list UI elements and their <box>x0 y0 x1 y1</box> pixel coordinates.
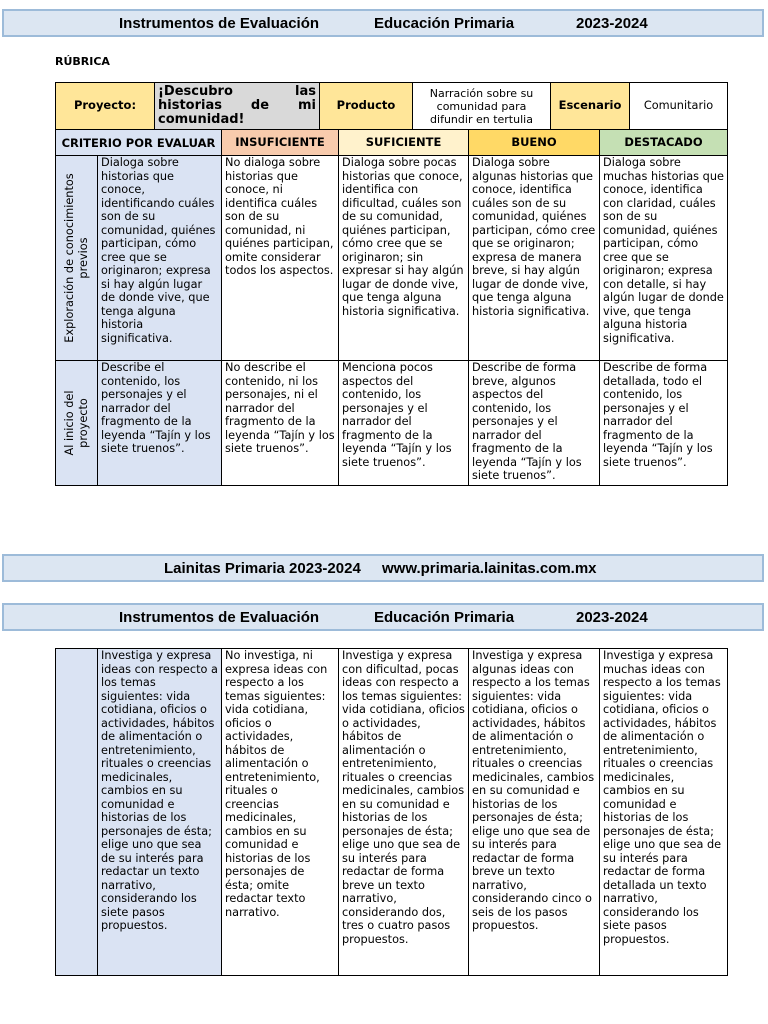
escenario-value: Comunitario <box>630 83 728 130</box>
phase-text: Exploración de conocimientos previos <box>62 173 90 343</box>
table-row <box>56 361 728 486</box>
rubric-table-page2 <box>55 648 728 976</box>
bueno-cell: Describe de forma breve, algunos aspectos del contenido, los personajes y el narrador del fragmento de la leyenda “Tajín y los siete truenos”. <box>469 361 600 486</box>
phase-label <box>56 156 98 361</box>
destacado-cell: Investiga y expresa muchas ideas con respecto a los temas siguientes: vida cotidiana, oficios o actividades, hábitos de alimentación o entretenimiento, rituales o creencias medicinales, cambios en su comunidad e historias de los personajes de ésta; elige uno que sea de su interés para redactar de forma detallada un texto narrativo, considerando los siete pasos propuestos. <box>600 649 728 976</box>
footer-banner <box>2 554 764 582</box>
criterio-cell: Dialoga sobre historias que conoce, identificando cuáles son de su comunidad, quiénes participan, cómo cree que se originaron; expresa si hay algún lugar de donde vive, que tenga alguna historia significativa. <box>98 156 222 361</box>
header-insuficiente: INSUFICIENTE <box>222 130 339 156</box>
header-level: Educación Primaria <box>374 609 515 626</box>
proyecto-value: ¡Descubro las historias de mi comunidad! <box>155 83 320 130</box>
proyecto-label: Proyecto: <box>56 83 155 130</box>
header-year: 2023-2024 <box>576 609 648 626</box>
insuficiente-cell: No describe el contenido, ni los personajes, ni el narrador del fragmento de la leyenda “Tajín y los siete truenos”. <box>222 361 339 486</box>
header-level: Educación Primaria <box>374 15 515 32</box>
header-title: Instrumentos de Evaluación <box>119 609 320 626</box>
header-banner-page2 <box>2 603 764 631</box>
rubric-table <box>55 129 728 486</box>
destacado-cell: Describe de forma detallada, todo el contenido, los personajes y el narrador del fragmento de la leyenda “Tajín y los siete truenos”. <box>600 361 728 486</box>
table-row <box>56 156 728 361</box>
header-suficiente: SUFICIENTE <box>339 130 469 156</box>
project-table <box>55 82 728 130</box>
phase-label <box>56 361 98 486</box>
phase-text: Al inicio del proyecto <box>62 390 90 456</box>
suficiente-cell: Menciona pocos aspectos del contenido, los personajes y el narrador del fragmento de la leyenda “Tajín y los siete truenos”. <box>339 361 469 486</box>
insuficiente-cell: No investiga, ni expresa ideas con respecto a los temas siguientes: vida cotidiana, oficios o actividades, hábitos de alimentación o entretenimiento, rituales o creencias medicinales, cambios en su comunidad e historias de los personajes de ésta; omite redactar texto narrativo. <box>222 649 339 976</box>
bueno-cell: Investiga y expresa algunas ideas con respecto a los temas siguientes: vida cotidiana, oficios o actividades, hábitos de alimentación o entretenimiento, rituales o creencias medicinales, cambios en su comunidad e historias de los personajes de ésta; elige uno que sea de su interés para redactar de forma breve un texto narrativo, considerando cinco o seis de los pasos propuestos. <box>469 649 600 976</box>
header-year: 2023-2024 <box>576 15 648 32</box>
table-row <box>56 649 728 976</box>
header-title: Instrumentos de Evaluación <box>119 15 320 32</box>
producto-label: Producto <box>320 83 413 130</box>
header-banner <box>2 9 764 37</box>
header-criterio: CRITERIO POR EVALUAR <box>56 130 222 156</box>
criterio-cell: Describe el contenido, los personajes y el narrador del fragmento de la leyenda “Tajín y los siete truenos”. <box>98 361 222 486</box>
header-destacado: DESTACADO <box>600 130 728 156</box>
phase-label <box>56 649 98 976</box>
suficiente-cell: Dialoga sobre pocas historias que conoce, identifica con dificultad, cuáles son de su comunidad, quiénes participan, cómo cree que se originaron; sin expresar si hay algún lugar de donde vive, que tenga alguna historia significativa. <box>339 156 469 361</box>
footer-url: www.primaria.lainitas.com.mx <box>382 560 597 577</box>
criterio-cell: Investiga y expresa ideas con respecto a los temas siguientes: vida cotidiana, oficios o actividades, hábitos de alimentación o entretenimiento, rituales o creencias medicinales, cambios en su comunidad e historias de los personajes de ésta; elige uno que sea de su interés para redactar un texto narrativo, considerando los siete pasos propuestos. <box>98 649 222 976</box>
suficiente-cell: Investiga y expresa con dificultad, pocas ideas con respecto a los temas siguientes: vida cotidiana, oficios o actividades, hábitos de alimentación o entretenimiento, rituales o creencias medicinales, cambios en su comunidad e historias de los personajes de ésta; elige uno que sea de su interés para redactar de forma breve un texto narrativo, considerando dos, tres o cuatro pasos propuestos. <box>339 649 469 976</box>
bueno-cell: Dialoga sobre algunas historias que conoce, identifica cuáles son de su comunidad, quiénes participan, cómo cree que se originaron; expresa de manera breve, si hay algún lugar de donde vive, que tenga alguna historia significativa. <box>469 156 600 361</box>
header-bueno: BUENO <box>469 130 600 156</box>
insuficiente-cell: No dialoga sobre historias que conoce, ni identifica cuáles son de su comunidad, ni quiénes participan, omite considerar todos los aspectos. <box>222 156 339 361</box>
destacado-cell: Dialoga sobre muchas historias que conoce, identifica con claridad, cuáles son de su comunidad, quiénes participan, cómo cree que se originaron; expresa con detalle, si hay algún lugar de donde vive, que tenga alguna historia significativa. <box>600 156 728 361</box>
escenario-label: Escenario <box>551 83 630 130</box>
producto-value: Narración sobre su comunidad para difundir en tertulia <box>413 83 551 130</box>
section-label: RÚBRICA <box>55 55 110 68</box>
footer-brand: Lainitas Primaria 2023-2024 <box>164 560 361 577</box>
